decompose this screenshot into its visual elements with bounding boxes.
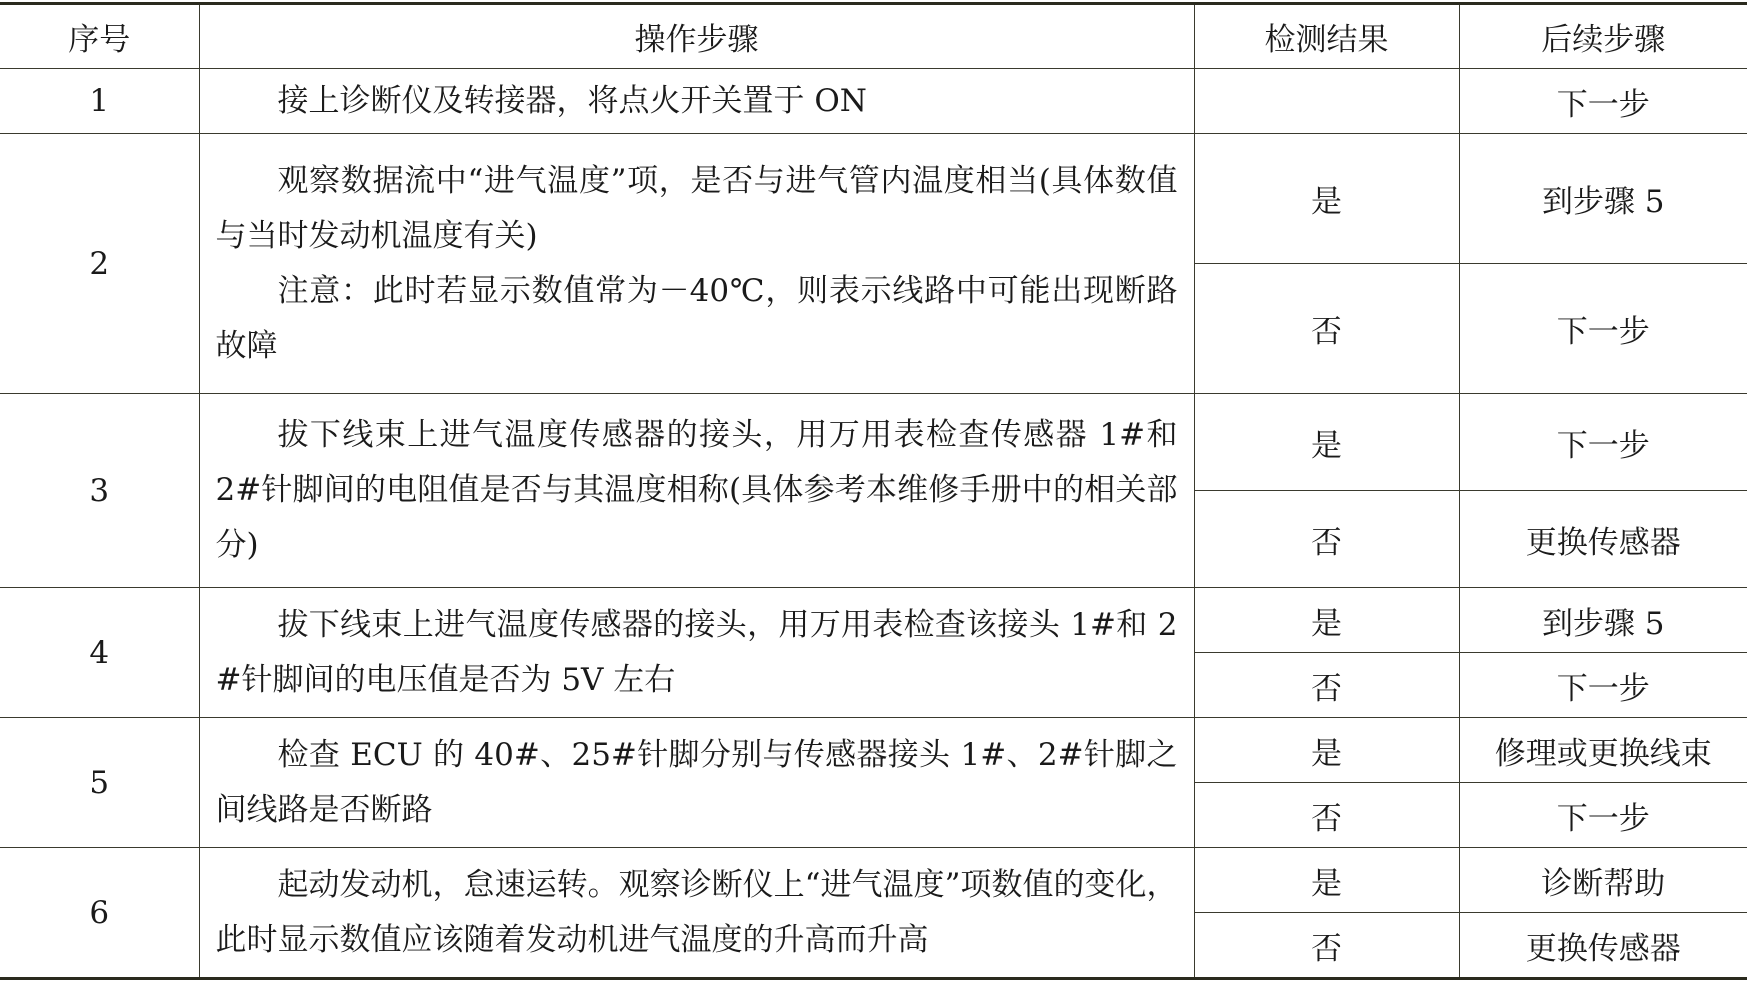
table-row — [0, 718, 1747, 783]
header-steps: 操作步骤 — [199, 4, 1194, 69]
row-next: 到步骤 5 — [1459, 134, 1747, 264]
row-result: 否 — [1194, 783, 1459, 848]
row-result: 是 — [1194, 588, 1459, 653]
header-row — [0, 4, 1747, 69]
row-no: 5 — [0, 718, 199, 848]
row-steps — [199, 69, 1194, 134]
step-text: 起动发动机，怠速运转。观察诊断仪上“进气温度”项数值的变化，此时显示数值应该随着发动机进气温度的升高而升高 — [215, 866, 1178, 958]
row-no: 4 — [0, 588, 199, 718]
diagnosis-table — [0, 2, 1747, 980]
header-next: 后续步骤 — [1459, 4, 1747, 69]
table-row — [0, 588, 1747, 653]
row-result: 否 — [1194, 653, 1459, 718]
header-result: 检测结果 — [1194, 4, 1459, 69]
row-next: 修理或更换线束 — [1459, 718, 1747, 783]
row-result: 是 — [1194, 848, 1459, 913]
row-no: 3 — [0, 394, 199, 588]
table-row — [0, 69, 1747, 134]
step-text: 检查 ECU 的 40#、25#针脚分别与传感器接头 1#、2#针脚之间线路是否断路 — [215, 736, 1178, 828]
header-no: 序号 — [0, 4, 199, 69]
row-next: 到步骤 5 — [1459, 588, 1747, 653]
step-text: 拔下线束上进气温度传感器的接头，用万用表检查传感器 1#和 2#针脚间的电阻值是否与其温度相称(具体参考本维修手册中的相关部分) — [215, 417, 1178, 563]
table-row — [0, 394, 1747, 491]
row-next: 下一步 — [1459, 394, 1747, 491]
row-steps — [199, 588, 1194, 718]
step-text: 观察数据流中“进气温度”项，是否与进气管内温度相当(具体数值与当时发动机温度有关) — [215, 162, 1178, 254]
row-next: 下一步 — [1459, 783, 1747, 848]
row-steps — [199, 394, 1194, 588]
row-no: 1 — [0, 69, 199, 134]
row-result: 否 — [1194, 913, 1459, 979]
row-next: 更换传感器 — [1459, 913, 1747, 979]
row-steps — [199, 848, 1194, 979]
row-steps — [199, 718, 1194, 848]
row-next: 更换传感器 — [1459, 491, 1747, 588]
row-steps — [199, 134, 1194, 394]
step-text: 拔下线束上进气温度传感器的接头，用万用表检查该接头 1#和 2 #针脚间的电压值是否为 5V 左右 — [215, 606, 1178, 698]
row-result: 否 — [1194, 264, 1459, 394]
row-next: 下一步 — [1459, 653, 1747, 718]
row-result: 否 — [1194, 491, 1459, 588]
row-result: 是 — [1194, 394, 1459, 491]
row-next: 下一步 — [1459, 264, 1747, 394]
row-no: 6 — [0, 848, 199, 979]
step-text: 接上诊断仪及转接器，将点火开关置于 ON — [277, 82, 867, 119]
row-next: 下一步 — [1459, 69, 1747, 134]
table-row — [0, 848, 1747, 913]
row-next: 诊断帮助 — [1459, 848, 1747, 913]
row-result — [1194, 69, 1459, 134]
row-result: 是 — [1194, 134, 1459, 264]
table-row — [0, 134, 1747, 264]
row-result: 是 — [1194, 718, 1459, 783]
row-no: 2 — [0, 134, 199, 394]
step-note: 注意：此时若显示数值常为－40℃，则表示线路中可能出现断路故障 — [215, 272, 1178, 364]
